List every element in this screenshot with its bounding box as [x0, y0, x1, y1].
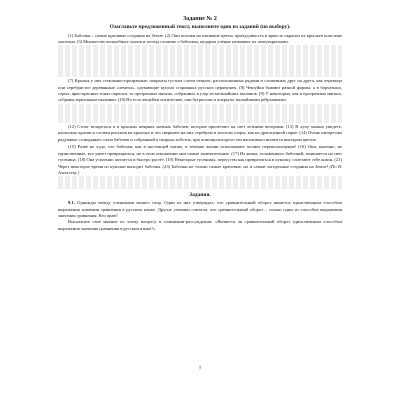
text-paragraph-3	[58, 124, 342, 143]
task-number: 9.1.	[68, 200, 75, 206]
paragraph-text: (1) Бабочки – самые красивые создания на Земле. (2) Они похожи на ожившие цветы, причудливость и яркость окраски их крыльев поистине сказочна. (3) Множество волшебных сказок и легенд сложено о бабочках, недаром учёные называют их чешуекрылыми.	[58, 32, 342, 44]
text-paragraph-2	[58, 78, 342, 123]
paragraph-body: (15) Разве не чудо, что бабочки, как в настоящей сказке, в течение жизни испытывают полное перевоплощение! (16) Они, конечно, не единственные, кто умеет превращаться, но в этом отношении они самые замечательные. (17) Из яичка, отложенного бабочкой, появляется на свет гусеница. (18) Она усиленно питается и быстро растёт. (19) Некоторые гусеницы, перед тем как превратиться в куколку, сплетают себе кокон. (21) Через некоторое время из куколки выходит бабочка. (23) Бабочки не только самые красивые, но и самые загадочные создания на Земле!	[58, 144, 342, 169]
paragraph-text: (7) Крылья у них стеклянно-прозрачные, покрыты густым слоем чешуек, расположенных рядами и сложенных друг на друга, как черепица или серебристое деревянные «лемеха», одевающие купола старинных русских церквушек. (8) Чешуйки бывают разной формы, а в бархатных, серых, ярко-красных тонах окраски, то прозрачных мягких, собранных в узор из мельчайших пылинок. (9) У некоторых, как в прозрачных мягких, собраны зеркальные пылинки. (10) Но есть чешуйки оптические, они бугристые и покрыты тончайшими рёбрышками.	[58, 78, 342, 103]
text-source: (По В. Алексееву )	[58, 163, 342, 175]
text-paragraph-1	[58, 33, 342, 78]
task-text: Выскажите своё мнение по этому вопросу в сочинении-рассуждении: «Является ли сравнительный оборот единственным способом выражения значения сравнения в русском языке?»	[58, 219, 342, 231]
task-text: Однажды между учениками вышел спор. Один из них утверждал, что сравнительный оборот является единственным способом выражения значения сравнения в русском языке. Другие ученики считали, что сравнительный оборот – только один из способов выражения значения сравнения. Кто прав?	[58, 200, 342, 218]
illegible-line	[58, 183, 342, 189]
task-instruction: Озаглавьте предложенный текст, выполните одно из заданий (по выбору).	[109, 24, 291, 30]
task-title: Задание № 2	[183, 16, 217, 22]
task-item-9-1	[58, 200, 342, 219]
tasks-header: Задания.	[189, 192, 211, 199]
text-paragraph-4	[58, 144, 342, 189]
task-item-9-1-essay	[58, 219, 342, 232]
paragraph-text	[58, 144, 342, 176]
illegible-line	[58, 71, 342, 77]
paragraph-text: (12) Стоит вглядеться и в крыльях неярких ночных бабочек, которые прилетают на свет летними вечерами. (13) В лупу можно увидеть, насколько красив и сложен рисунок на крыльях и что сверкают на них серебром и золотом узоры, как на драгоценной парче. (14) Очень интересны радужные «слюдяные» глаза бабочек и собранный в спираль хоботок, при помощи которого эти насекомые питаются нектаром цветов.	[58, 124, 342, 142]
page-number: 7	[198, 367, 202, 372]
illegible-line	[58, 117, 342, 123]
